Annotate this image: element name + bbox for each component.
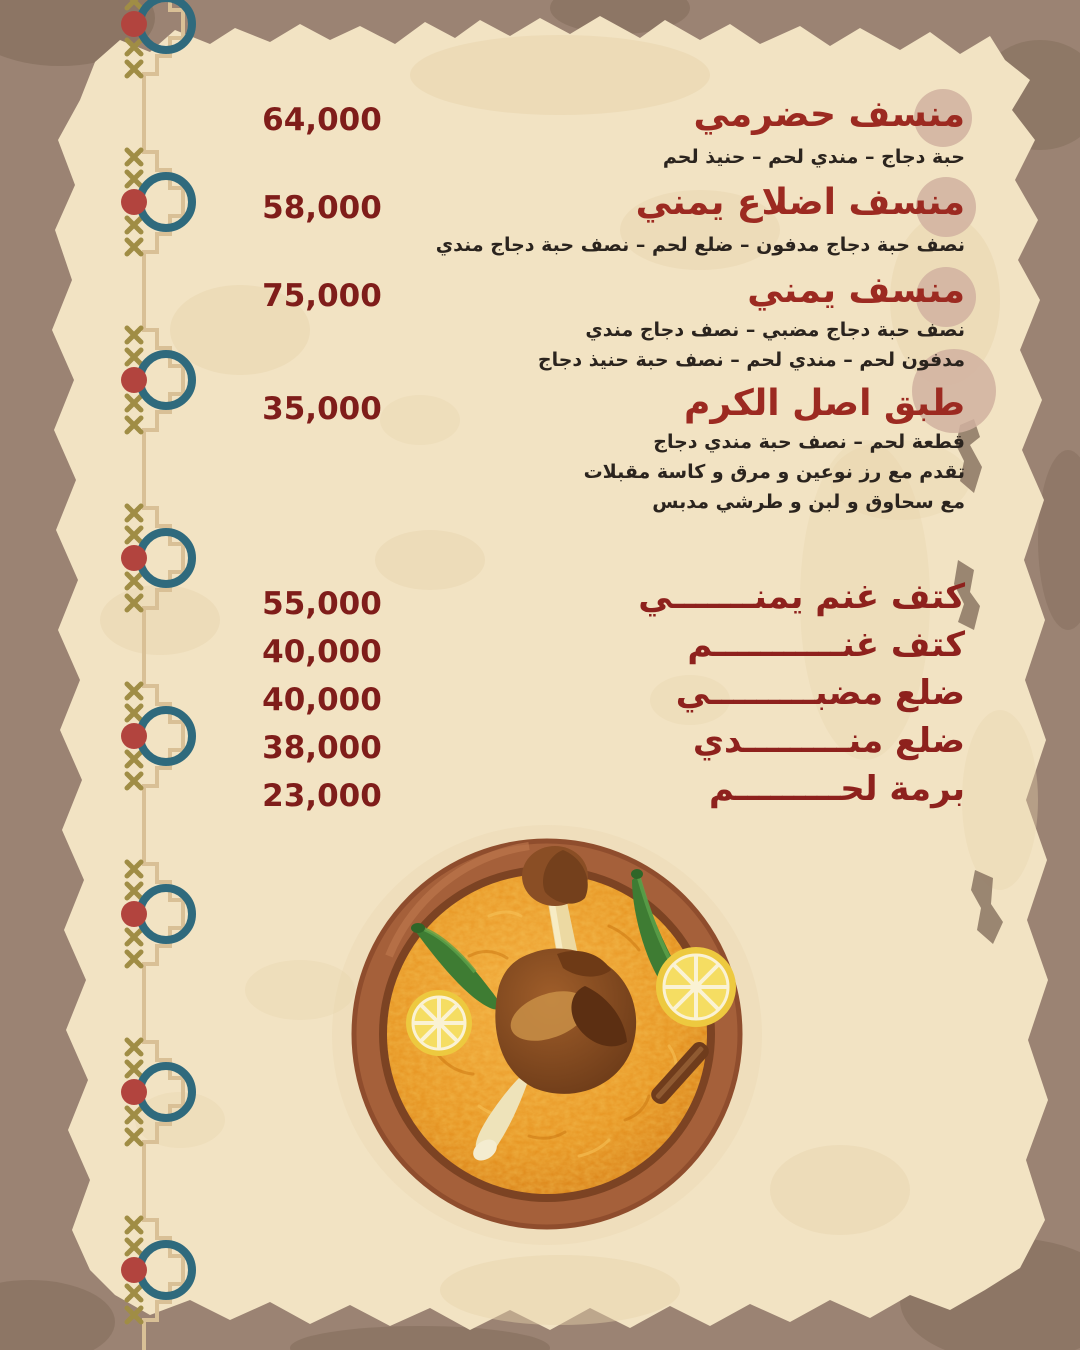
menu-item-description: تقدم مع رز نوعين و مرق و كاسة مقبلات bbox=[583, 461, 965, 483]
menu-item-description: نصف حبة دجاج مضبي – نصف دجاج مندي bbox=[585, 319, 965, 341]
menu-item-price: 35,000 bbox=[262, 391, 382, 427]
menu-item-title: ضلع منـــــــــدي bbox=[692, 721, 965, 761]
lemon-slice bbox=[406, 990, 472, 1056]
menu-item-title: طبق اصل الكرم bbox=[684, 383, 965, 424]
menu-item-title: منسف يمني bbox=[747, 270, 965, 311]
menu-item-title: ضلع مضبـــــــــي bbox=[675, 673, 965, 713]
menu-item-description: مع سحاوق و لبن و طرشي مدبس bbox=[652, 491, 965, 513]
menu-item-price: 23,000 bbox=[262, 778, 382, 814]
menu-item-price: 38,000 bbox=[262, 730, 382, 766]
zigzag-x-dot-ring-pattern bbox=[60, 0, 240, 1350]
menu-item-title: برمة لحـــــــــم bbox=[709, 769, 965, 809]
menu-item-description: مدفون لحم – مندي لحم – نصف حبة حنيذ دجاج bbox=[537, 349, 965, 371]
menu-item-description: نصف حبة دجاج مدفون – ضلع لحم – نصف حبة دجاج مندي bbox=[435, 234, 965, 256]
menu-item-title: منسف حضرمي bbox=[693, 94, 965, 135]
menu-item-title: منسف اضلاع يمني bbox=[635, 182, 965, 223]
lemon-slice bbox=[656, 947, 736, 1027]
menu-item-description: حبة دجاج – مندي لحم – حنيذ لحم bbox=[662, 146, 965, 168]
menu-item-price: 55,000 bbox=[262, 586, 382, 622]
menu-item-price: 75,000 bbox=[262, 278, 382, 314]
menu-item-price: 40,000 bbox=[262, 682, 382, 718]
menu-item-price: 40,000 bbox=[262, 634, 382, 670]
menu-item-description: قطعة لحم – نصف حبة مندي دجاج bbox=[653, 431, 965, 453]
menu-item-title: كتف غنم يمنـــــــي bbox=[638, 577, 965, 617]
menu-item-price: 58,000 bbox=[262, 190, 382, 226]
dish-photo bbox=[349, 836, 745, 1232]
menu-item-title: كتف غنـــــــــــم bbox=[687, 625, 965, 665]
menu-item-price: 64,000 bbox=[262, 102, 382, 138]
